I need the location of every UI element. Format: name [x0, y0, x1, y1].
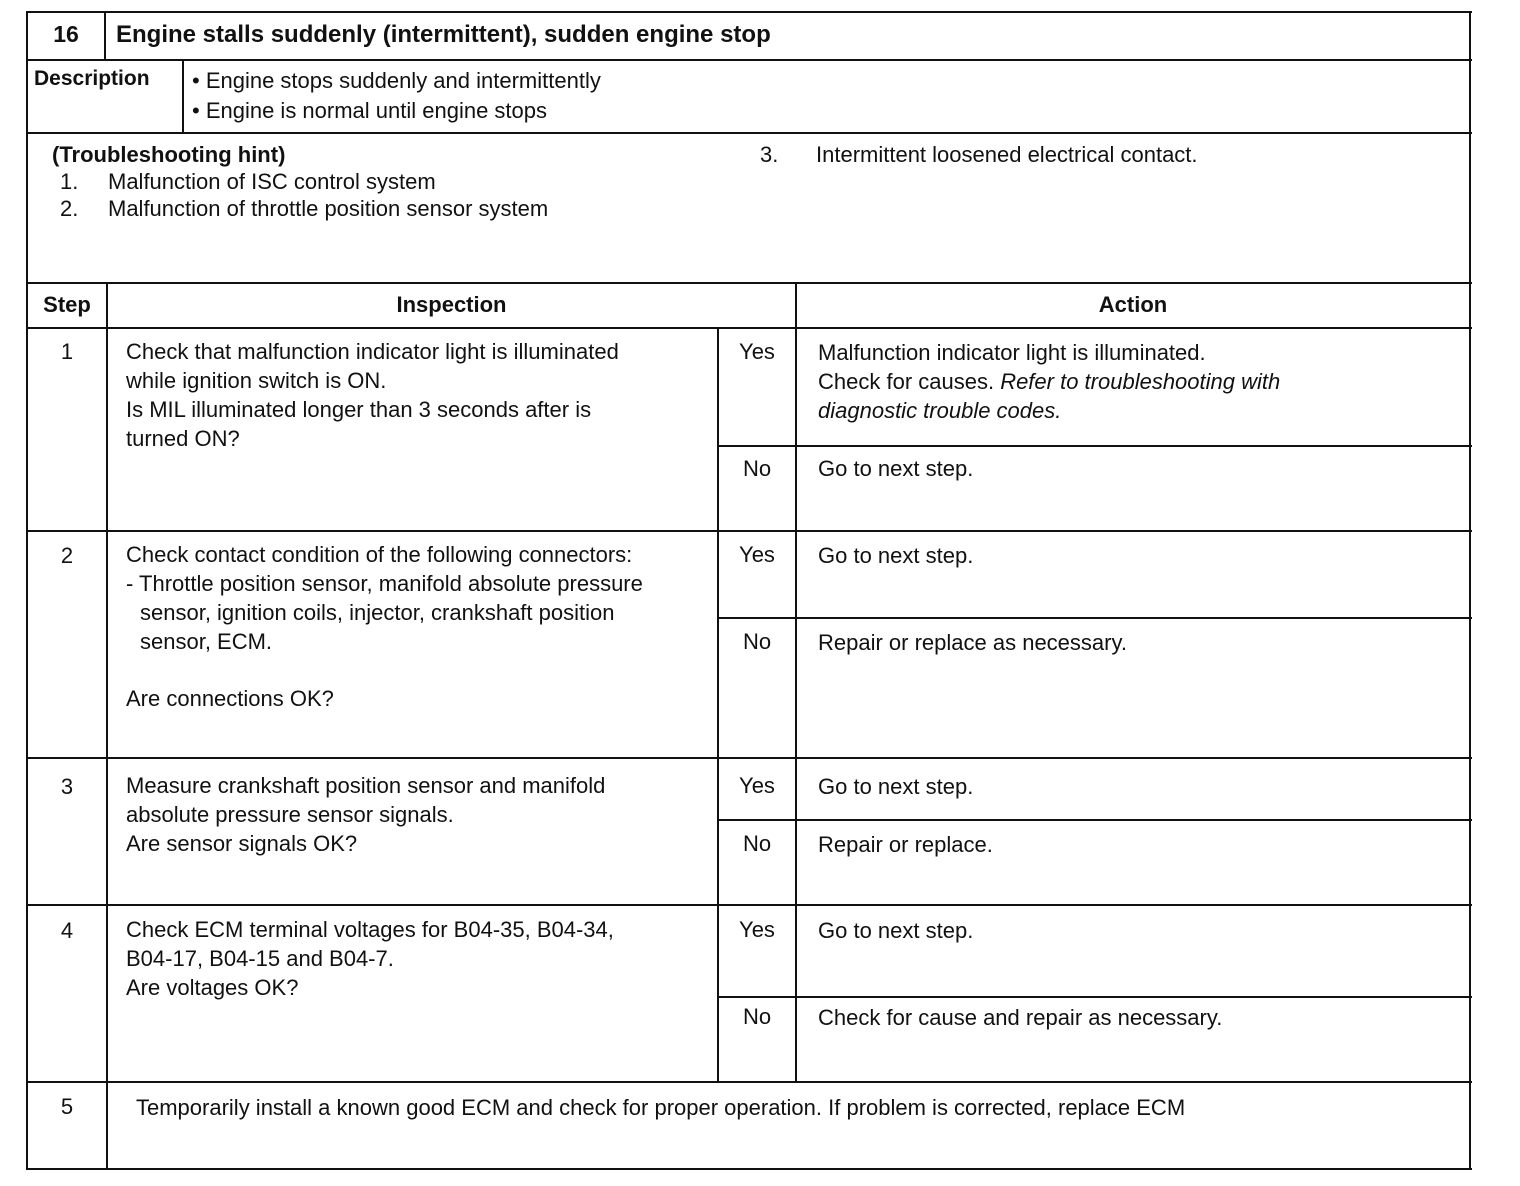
step-number: 5 [60, 1094, 74, 1119]
description-label: Description [34, 67, 150, 90]
action-text: Go to next step. [818, 918, 974, 943]
action-reference: diagnostic trouble codes. [818, 398, 1062, 423]
no-label: No [742, 831, 772, 856]
table-border-top [26, 11, 1472, 13]
inspection-text: Are voltages OK? [126, 975, 299, 1000]
action-text: Go to next step. [818, 774, 974, 799]
divider [717, 617, 1472, 619]
divider [26, 1081, 1472, 1083]
yes-label: Yes [739, 339, 775, 364]
inspection-text: sensor, ignition coils, injector, crankshaft position [140, 600, 615, 625]
hint-text: Malfunction of ISC control system [108, 169, 436, 194]
action-text: Malfunction indicator light is illuminated. [818, 340, 1206, 365]
divider [26, 282, 1472, 284]
divider [26, 59, 1472, 61]
column-header-action: Action [1098, 292, 1168, 317]
inspection-text: Is MIL illuminated longer than 3 seconds after is [126, 397, 592, 422]
inspection-text: sensor, ECM. [140, 629, 273, 654]
action-text [818, 367, 1280, 396]
step-number: 3 [60, 774, 74, 799]
action-text: Go to next step. [818, 543, 974, 568]
inspection-text: while ignition switch is ON. [126, 368, 387, 393]
inspection-text: B04-17, B04-15 and B04-7. [126, 946, 394, 971]
procedure-number: 16 [53, 21, 79, 47]
step-number: 1 [60, 339, 74, 364]
description-item: • Engine stops suddenly and intermittently [192, 68, 601, 93]
hint-number: 1. [60, 169, 79, 194]
inspection-text: Are connections OK? [126, 686, 334, 711]
action-text: Repair or replace. [818, 832, 993, 857]
yes-label: Yes [739, 773, 775, 798]
hints-title: (Troubleshooting hint) [52, 142, 286, 167]
inspection-text: Temporarily install a known good ECM and check for proper operation. If problem is corrected, replace ECM [136, 1095, 1186, 1120]
no-label: No [742, 456, 772, 481]
hint-text: Malfunction of throttle position sensor system [108, 196, 549, 221]
divider [717, 819, 1472, 821]
action-text: Check for cause and repair as necessary. [818, 1005, 1223, 1030]
divider [106, 282, 108, 1170]
inspection-text: turned ON? [126, 426, 240, 451]
divider [26, 757, 1472, 759]
yes-label: Yes [739, 542, 775, 567]
inspection-text: Check contact condition of the following connectors: [126, 542, 633, 567]
divider [182, 59, 184, 133]
hint-text: Intermittent loosened electrical contact. [816, 142, 1198, 167]
divider [26, 327, 1472, 329]
step-number: 2 [60, 543, 74, 568]
divider [795, 282, 797, 1083]
step-number: 4 [60, 918, 74, 943]
inspection-text: Check ECM terminal voltages for B04-35, B04-34, [126, 917, 614, 942]
yes-label: Yes [739, 917, 775, 942]
divider [26, 530, 1472, 532]
table-border-left [26, 11, 28, 1170]
hint-number: 3. [760, 142, 779, 167]
hint-number: 2. [60, 196, 79, 221]
divider [717, 996, 1472, 998]
column-header-inspection: Inspection [396, 292, 507, 317]
action-reference: Refer to troubleshooting with [1000, 369, 1281, 394]
action-text: Go to next step. [818, 456, 974, 481]
action-text: Repair or replace as necessary. [818, 630, 1127, 655]
inspection-text: Are sensor signals OK? [126, 831, 358, 856]
no-label: No [742, 629, 772, 654]
procedure-title: Engine stalls suddenly (intermittent), sudden engine stop [116, 21, 771, 48]
divider [717, 445, 1472, 447]
inspection-text: Check that malfunction indicator light is illuminated [126, 339, 619, 364]
table-border-bottom [26, 1168, 1472, 1170]
inspection-text: Measure crankshaft position sensor and manifold [126, 773, 606, 798]
divider [26, 904, 1472, 906]
divider [104, 11, 106, 60]
divider [717, 327, 719, 1083]
divider [26, 132, 1472, 134]
no-label: No [742, 1004, 772, 1029]
action-text-prefix: Check for causes. [818, 369, 1001, 394]
column-header-step: Step [43, 292, 91, 317]
inspection-text: absolute pressure sensor signals. [126, 802, 454, 827]
inspection-text: - Throttle position sensor, manifold absolute pressure [126, 571, 643, 596]
description-item: • Engine is normal until engine stops [192, 98, 548, 123]
